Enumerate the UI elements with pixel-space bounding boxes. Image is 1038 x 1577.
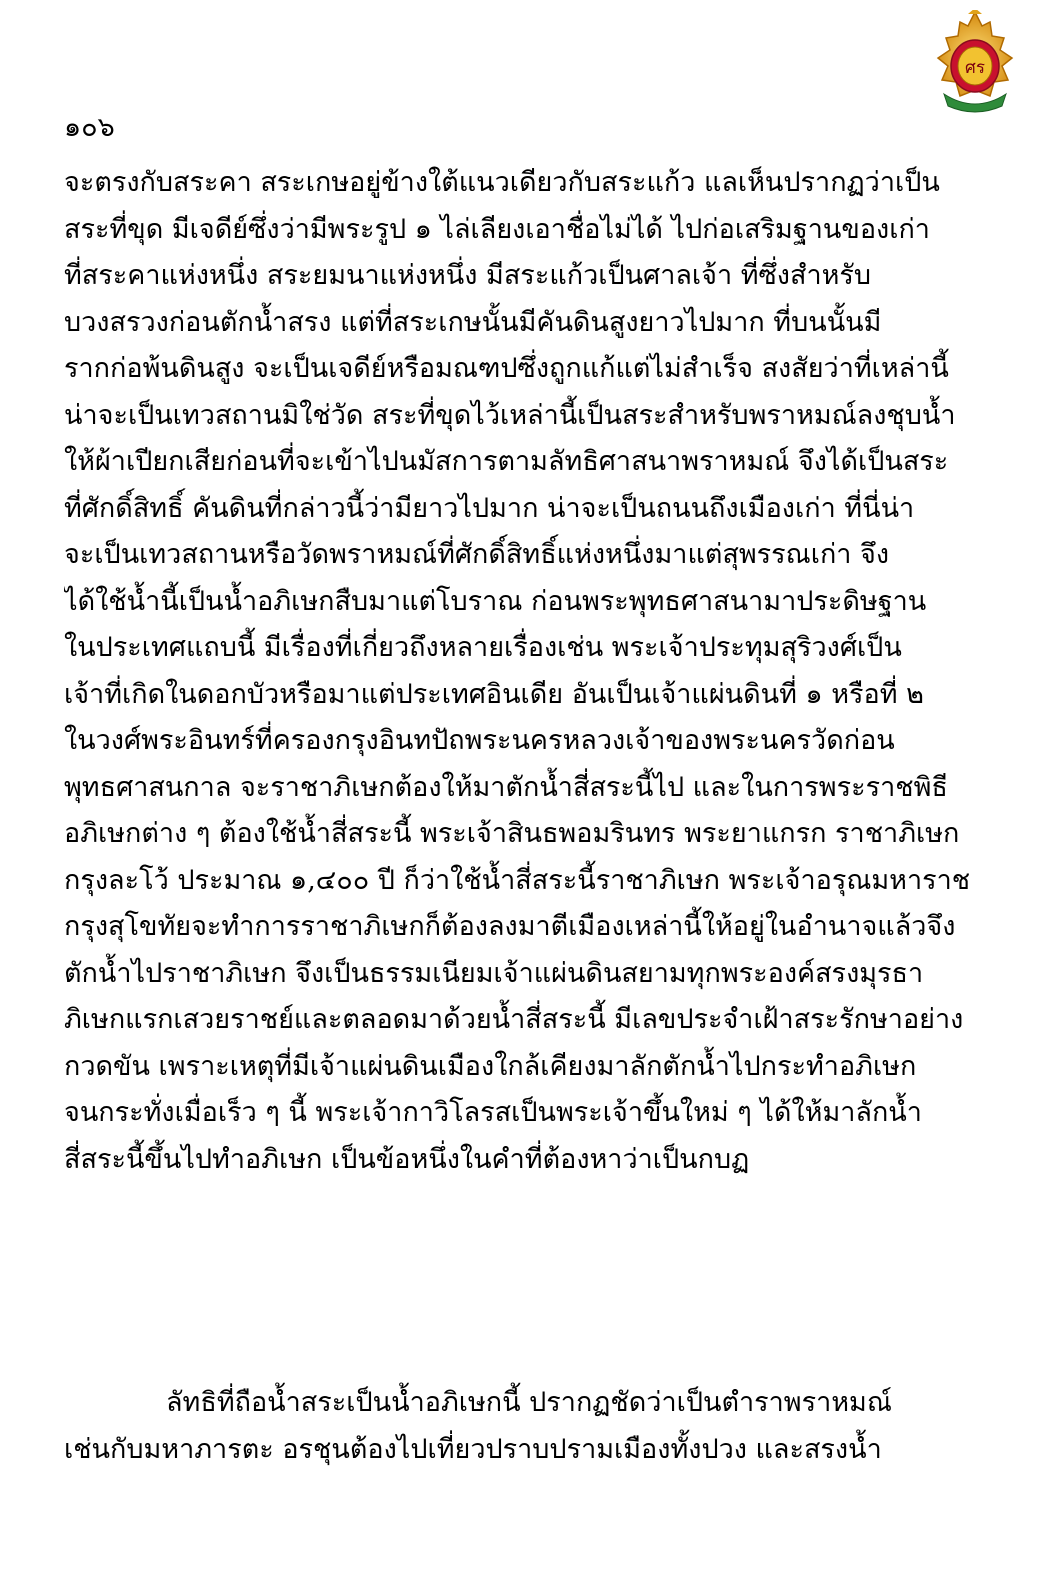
text-line: ได้ใช้น้ำนี้เป็นน้ำอภิเษกสืบมาแต่โบราณ ก่อนพระพุทธศาสนามาประดิษฐาน [64,585,927,617]
text-line: ในวงศ์พระอินทร์ที่ครองกรุงอินทปัถพระนครหลวงเจ้าของพระนครวัดก่อน [64,725,895,756]
paragraph-2 [64,1380,1014,1473]
text-line: จะตรงกับสระคา สระเกษอยู่ข้างใต้แนวเดียวกับสระแก้ว แลเห็นปรากฏว่าเป็น [64,167,940,198]
text-line: ตักน้ำไปราชาภิเษก จึงเป็นธรรมเนียมเจ้าแผ่นดินสยามทุกพระองค์สรงมุรธา [64,957,924,989]
text-line: ในประเทศแถบนี้ มีเรื่องที่เกี่ยวถึงหลายเรื่องเช่น พระเจ้าประทุมสุริวงศ์เป็น [64,632,902,663]
text-line: จะเป็นเทวสถานหรือวัดพราหมณ์ที่ศักดิ์สิทธิ์แห่งหนึ่งมาแต่สุพรรณเก่า จึง [64,539,890,570]
text-line: เจ้าที่เกิดในดอกบัวหรือมาแต่ประเทศอินเดีย อันเป็นเจ้าแผ่นดินที่ ๑ หรือที่ ๒ [64,678,924,710]
paragraph-1 [64,160,1014,1183]
text-line: สี่สระนี้ขึ้นไปทำอภิเษก เป็นข้อหนึ่งในคำที่ต้องหาว่าเป็นกบฏ [64,1143,750,1175]
svg-text:ศร: ศร [965,58,985,78]
text-line: กรุงสุโขทัยจะทำการราชาภิเษกก็ต้องลงมาตีเมืองเหล่านี้ให้อยู่ในอำนาจแล้วจึง [64,911,956,942]
text-line: ลัทธิที่ถือน้ำสระเป็นน้ำอภิเษกนี้ ปรากฏชัดว่าเป็นตำราพราหมณ์ [166,1387,892,1418]
text-line: เช่นกับมหาภารตะ อรชุนต้องไปเที่ยวปราบปรามเมืองทั้งปวง และสรงน้ำ [64,1433,882,1465]
royal-emblem-icon [930,10,1020,114]
text-line: ที่ศักดิ์สิทธิ์ คันดินที่กล่าวนี้ว่ามียาวไปมาก น่าจะเป็นถนนถึงเมืองเก่า ที่นี่น่า [64,492,915,524]
text-line: สระที่ขุด มีเจดีย์ซึ่งว่ามีพระรูป ๑ ไล่เลียงเอาชื่อไม่ได้ ไปก่อเสริมฐานของเก่า [64,213,930,245]
text-line: รากก่อพ้นดินสูง จะเป็นเจดีย์หรือมณฑปซึ่งถูกแก้แต่ไม่สำเร็จ สงสัยว่าที่เหล่านี้ [64,353,949,384]
text-line: อภิเษกต่าง ๆ ต้องใช้น้ำสี่สระนี้ พระเจ้าสินธพอมรินทร พระยาแกรก ราชาภิเษก [64,818,960,849]
text-line: ที่สระคาแห่งหนึ่ง สระยมนาแห่งหนึ่ง มีสระแก้วเป็นศาลเจ้า ที่ซึ่งสำหรับ [64,260,872,291]
text-line: ให้ผ้าเปียกเสียก่อนที่จะเข้าไปนมัสการตามลัทธิศาสนาพราหมณ์ จึงได้เป็นสระ [64,446,949,477]
text-line: กรุงละโว้ ประมาณ ๑,๔๐๐ ปี ก็ว่าใช้น้ำสี่สระนี้ราชาภิเษก พระเจ้าอรุณมหาราช [64,864,971,896]
text-line: จนกระทั่งเมื่อเร็ว ๆ นี้ พระเจ้ากาวิโลรสเป็นพระเจ้าขึ้นใหม่ ๆ ได้ให้มาลักน้ำ [64,1097,922,1128]
text-line: น่าจะเป็นเทวสถานมิใช่วัด สระที่ขุดไว้เหล่านี้เป็นสระสำหรับพราหมณ์ลงชุบน้ำ [64,399,956,431]
text-line: บวงสรวงก่อนตักน้ำสรง แต่ที่สระเกษนั้นมีคันดินสูงยาวไปมาก ที่บนนั้นมี [64,306,882,338]
text-line: ภิเษกแรกเสวยราชย์และตลอดมาด้วยน้ำสี่สระนี้ มีเลขประจำเฝ้าสระรักษาอย่าง [64,1004,964,1035]
text-line: พุทธศาสนกาล จะราชาภิเษกต้องให้มาตักน้ำสี่สระนี้ไป และในการพระราชพิธี [64,771,948,803]
page-number: ๑๐๖ [64,112,115,143]
text-line: กวดขัน เพราะเหตุที่มีเจ้าแผ่นดินเมืองใกล้เคียงมาลักตักน้ำไปกระทำอภิเษก [64,1050,917,1082]
